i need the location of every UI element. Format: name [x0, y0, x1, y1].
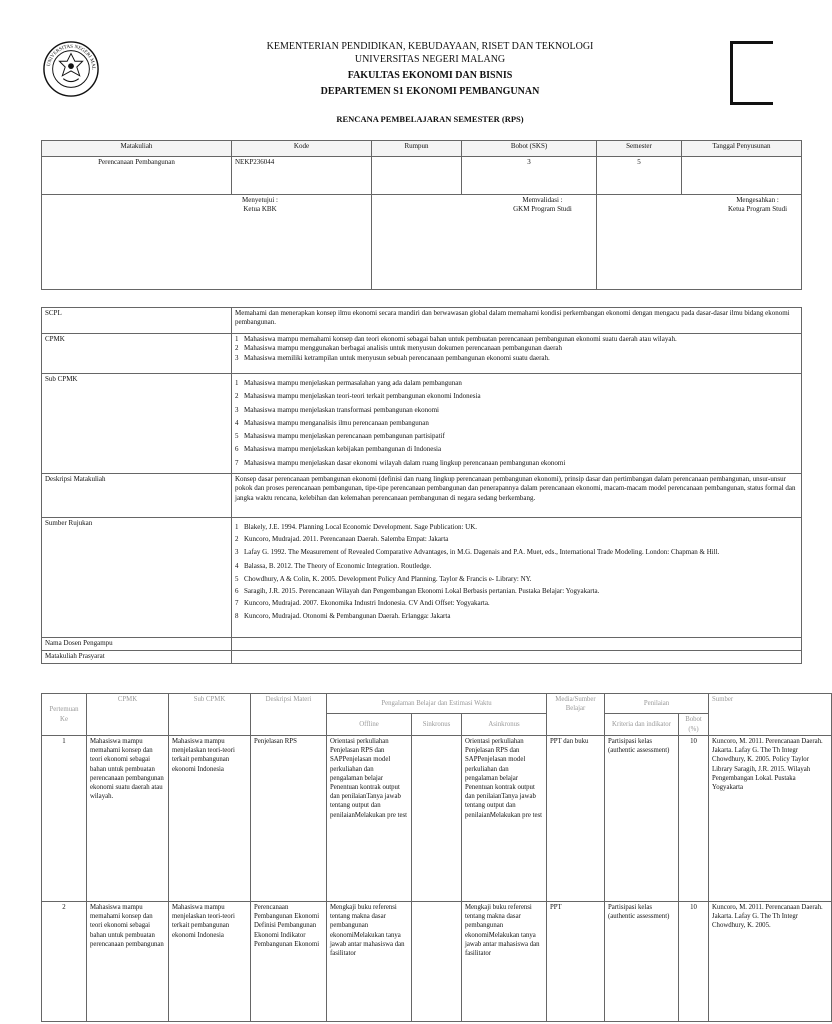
row-subcpmk: Mahasiswa mampu menjelaskan teori-teori terkait pembangunan ekonomi Indonesia	[169, 902, 251, 1022]
faculty-name: FAKULTAS EKONOMI DAN BISNIS	[347, 70, 513, 81]
course-date	[682, 157, 802, 195]
col-source: Sumber	[709, 694, 832, 736]
row-async: Mengkaji buku referensi tentang makna dasar pembangunan ekonomiMelakukan tanya jawab antar mahasiswa dan fasilitator	[462, 902, 547, 1022]
list-item: 3 Lafay G. 1992. The Measurement of Revealed Comparative Advantages, in M.G. Dagenais and P.A. Muet, eds., International Trade Modeling. London: Chapman & Hill.	[235, 547, 720, 556]
subcpmk-list-cell	[232, 374, 802, 474]
table-row	[42, 902, 832, 1022]
course-detail-table	[41, 307, 802, 664]
row-sync	[412, 902, 462, 1022]
cpmk-label: CPMK	[42, 334, 232, 374]
list-item: 2 Mahasiswa mampu menggunakan berbagai analisis untuk menyusun dokumen perencanaan pembangunan daerah	[235, 344, 563, 353]
row-week: 2	[42, 902, 87, 1022]
row-material: Penjelasan RPS	[251, 736, 327, 902]
row-cpmk: Mahasiswa mampu memahami konsep dan teori ekonomi sebagai bahan untuk pembuatan perencanaan pembangunan ekonomi suatu daerah atau wilayah.	[87, 736, 169, 902]
col-weight: Bobot (%)	[679, 714, 709, 736]
list-item: 1 Blakely, J.E. 1994. Planning Local Economic Development. Sage Publication: UK.	[235, 523, 478, 531]
row-offline: Mengkaji buku referensi tentang makna dasar pembangunan ekonomiMelakukan tanya jawab antar mahasiswa dan fasilitator	[327, 902, 412, 1022]
col-code: Kode	[232, 141, 372, 157]
approved-sign	[42, 219, 372, 290]
list-item: 2 Mahasiswa mampu menjelaskan teori-teori terkait pembangunan ekonomi Indonesia	[235, 392, 481, 401]
approved-cell	[42, 195, 372, 219]
row-media: PPT	[547, 902, 605, 1022]
row-cpmk: Mahasiswa mampu memahami konsep dan teori ekonomi sebagai bahan untuk pembuatan perencanaan pembangunan	[87, 902, 169, 1022]
validated-sign	[372, 219, 597, 290]
lecturer-label: Nama Dosen Pengampu	[42, 638, 232, 651]
col-semester: Semester	[597, 141, 682, 157]
ratified-cell	[597, 195, 802, 219]
col-credits: Bobot (SKS)	[462, 141, 597, 157]
list-item: 3 Mahasiswa memiliki ketrampilan untuk menyusun sebuah perencanaan pembangunan ekonomi suatu daerah.	[235, 353, 550, 362]
university-logo	[42, 40, 100, 98]
validated-label: Memvalidasi :	[522, 196, 563, 204]
references-label: Sumber Rujukan	[42, 518, 232, 638]
ministry-name: KEMENTERIAN PENDIDIKAN, KEBUDAYAAN, RISET DAN TEKNOLOGI	[266, 41, 594, 52]
ratified-role: Ketua Program Studi	[727, 205, 788, 214]
col-week: Pertemuan Ke	[42, 694, 87, 736]
row-subcpmk: Mahasiswa mampu menjelaskan teori-teori terkait pembangunan ekonomi Indonesia	[169, 736, 251, 902]
svg-text:UNIVERSITAS NEGERI MALANG: UNIVERSITAS NEGERI MAL	[46, 44, 96, 71]
references-list-cell	[232, 518, 802, 638]
col-material: Deskripsi Materi	[251, 694, 327, 736]
row-weight: 10	[679, 736, 709, 902]
row-week: 1	[42, 736, 87, 902]
col-criteria: Kriteria dan indikator	[605, 714, 679, 736]
approved-role: Ketua KBK	[243, 205, 277, 214]
description-text: Konsep dasar perencanaan pembangunan ekonomi (definisi dan ruang lingkup perencanaan pembangunan ekonomi), prinsip dasar dan pertimbangan dalam perencanaan pembangunan, unsur-unsur pokok dan proses perencanaan pembangunan, tipe-tipe perencanaan pembangunan dan penerapannya dalam perencanaan ekonomi, macam-macam model perencanaan pembangunan, status formal dan jangka waktu rencana, kelebihan dan kelemahan perencanaan pembangunan di negara sedang berkembang.	[232, 474, 802, 518]
col-experience: Pengalaman Belajar dan Estimasi Waktu	[327, 694, 547, 714]
cpmk-list	[235, 335, 798, 363]
list-item: 4 Mahasiswa mampu menganalisis ilmu perencanaan pembangunan	[235, 418, 429, 427]
list-item: 5 Chowdhury, A & Colin, K. 2005. Development Policy And Planning. Taylor & Francis e- Library: NY.	[235, 574, 532, 583]
list-item: 8 Kuncoro, Mudrajad. Otonomi & Pembangunan Daerah. Erlangga: Jakarta	[235, 611, 451, 620]
row-async: Orientasi perkuliahan Penjelasan RPS dan SAPPenjelasan model perkuliahan dan pengalaman belajar Penentuan kontrak output dan penilaianTanya jawab tentang output dan penilaianMelakukan pre test	[462, 736, 547, 902]
col-async: Asinkronus	[462, 714, 547, 736]
course-code: NEKP236044	[232, 157, 372, 195]
row-criteria: Partisipasi kelas (authentic assessment)	[605, 902, 679, 1022]
list-item: 7 Kuncoro, Mudrajad. 2007. Ekonomika Industri Indonesia. CV Andi Offset: Yogyakarta.	[235, 599, 490, 608]
validated-cell	[372, 195, 597, 219]
col-sync: Sinkronus	[412, 714, 462, 736]
row-sync	[412, 736, 462, 902]
course-credits: 3	[462, 157, 597, 195]
schedule-table	[41, 693, 832, 1022]
col-cluster: Rumpun	[372, 141, 462, 157]
subcpmk-list	[235, 377, 798, 470]
course-info-table	[41, 140, 802, 290]
list-item: 4 Balassa, B. 2012. The Theory of Economic Integration. Routledge.	[235, 562, 432, 571]
col-date: Tanggal Penyusunan	[682, 141, 802, 157]
row-criteria: Partisipasi kelas (authentic assessment)	[605, 736, 679, 902]
validated-role: GKM Program Studi	[513, 205, 572, 214]
col-offline: Offline	[327, 714, 412, 736]
ratified-sign	[597, 219, 802, 290]
list-item: 5 Mahasiswa mampu menjelaskan perencanaan pembangunan partisipatif	[235, 432, 445, 441]
scpl-text: Memahami dan menerapkan konsep ilmu ekonomi secara mandiri dan berwawasan global dalam memahami kondisi perkembangan ekonomi dengan mengacu pada dasar-dasar ilmu bidang ekonomi pembangunan.	[232, 308, 802, 334]
prerequisite-label: Matakuliah Prasyarat	[42, 651, 232, 664]
table-row	[42, 736, 832, 902]
references-list	[235, 521, 798, 622]
ratified-label: Mengesahkan :	[736, 196, 779, 204]
list-item: 3 Mahasiswa mampu menjelaskan transformasi pembangunan ekonomi	[235, 405, 439, 414]
row-weight: 10	[679, 902, 709, 1022]
lecturer-value	[232, 638, 802, 651]
approved-label: Menyetujui :	[242, 196, 278, 204]
list-item: 2 Kuncoro, Mudrajad. 2011. Perencanaan Daerah. Salemba Empat: Jakarta	[235, 535, 449, 544]
col-assessment: Penilaian	[605, 694, 709, 714]
col-media: Media/Sumber Belajar	[547, 694, 605, 736]
list-item: 6 Mahasiswa mampu menjelaskan kebijakan pembangunan di Indonesia	[235, 445, 442, 454]
row-source: Kuncoro, M. 2011. Perencanaan Daerah. Jakarta. Lafay G. The Th Integr Chowdhury, K. 2005.	[709, 902, 832, 1022]
col-subcpmk: Sub CPMK	[169, 694, 251, 736]
doc-code-box	[730, 41, 773, 105]
list-item: 1 Mahasiswa mampu memahami konsep dan teori ekonomi sebagai bahan untuk pembuatan perencanaan pembangunan ekonomi suatu daerah atau wilayah.	[235, 335, 677, 343]
list-item: 6 Saragih, J.R. 2015. Perencanaan Wilayah dan Pengembangan Ekonomi Lokal Berbasis pertanian. Pustaka Belajar: Yogyakarta.	[235, 587, 600, 596]
row-offline: Orientasi perkuliahan Penjelasan RPS dan SAPPenjelasan model perkuliahan dan pengalaman belajar Penentuan kontrak output dan penilaianTanya jawab tentang output dan penilaianMelakukan pre test	[327, 736, 412, 902]
row-material: Perencanaan Pembangunan Ekonomi Definisi Pembangunan Ekonomi Indikator Pembangunan Ekonomi	[251, 902, 327, 1022]
description-label: Deskripsi Matakuliah	[42, 474, 232, 518]
scpl-label: SCPL	[42, 308, 232, 334]
col-course: Matakuliah	[42, 141, 232, 157]
col-cpmk: CPMK	[87, 694, 169, 736]
list-item: 1 Mahasiswa mampu menjelaskan permasalahan yang ada dalam pembangunan	[235, 379, 462, 387]
row-media: PPT dan buku	[547, 736, 605, 902]
university-name: UNIVERSITAS NEGERI MALANG	[354, 54, 506, 65]
cpmk-list-cell	[232, 334, 802, 374]
subcpmk-label: Sub CPMK	[42, 374, 232, 474]
course-cluster	[372, 157, 462, 195]
course-semester: 5	[597, 157, 682, 195]
list-item: 7 Mahasiswa mampu menjelaskan dasar ekonomi wilayah dalam ruang lingkup perencanaan pembangunan ekonomi	[235, 458, 566, 467]
prerequisite-value	[232, 651, 802, 664]
doc-title: RENCANA PEMBELAJARAN SEMESTER (RPS)	[336, 114, 524, 124]
row-source: Kuncoro, M. 2011. Perencanaan Daerah. Jakarta. Lafay G. The Th Integr Chowdhury, K. 2005. Policy Taylor Library Saragih, J.R. 2015. Wilayah Pengembangan Lokal. Pustaka Yogyakarta	[709, 736, 832, 902]
department-name: DEPARTEMEN S1 EKONOMI PEMBANGUNAN	[320, 86, 540, 97]
course-name: Perencanaan Pembangunan	[42, 157, 232, 195]
